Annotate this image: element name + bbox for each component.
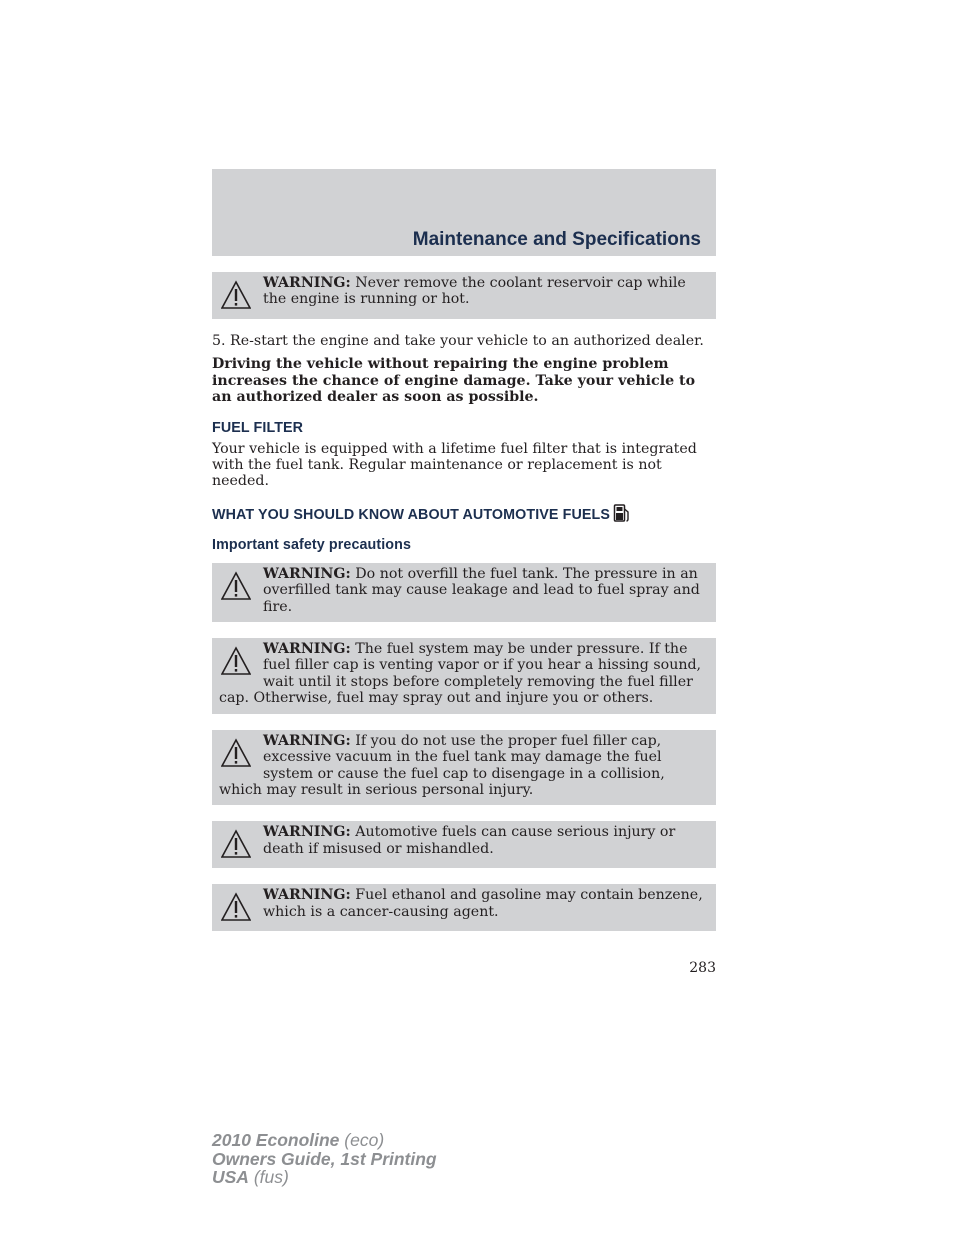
document-footer xyxy=(212,1131,437,1187)
warning-box-pressure xyxy=(212,638,716,714)
footer-line-3 xyxy=(212,1168,437,1187)
warning-label: WARNING: xyxy=(263,824,351,841)
warning-label: WARNING: xyxy=(263,641,351,658)
warning-text: If you do not use the proper fuel filler cap, excessive vacuum in the fuel tank may damage the fuel system or cause the fuel cap to disengage in a collision, which may result in serious personal injury. xyxy=(219,732,665,798)
warning-label: WARNING: xyxy=(263,275,351,291)
fuel-pump-icon xyxy=(613,503,631,523)
section-header-band xyxy=(212,169,716,256)
footer-line-1 xyxy=(212,1131,437,1150)
warning-box-overfill xyxy=(212,563,716,622)
engine-damage-notice: Driving the vehicle without repairing the engine problem increases the chance of engine damage. Take your vehicle to an authorized dealer as soon as possible. xyxy=(212,356,696,406)
step-5: 5. Re-start the engine and take your vehicle to an authorized dealer. xyxy=(212,333,704,349)
footer-model-code: (eco) xyxy=(344,1130,385,1150)
footer-model: 2010 Econoline xyxy=(212,1130,340,1150)
warning-box-filler-cap xyxy=(212,730,716,806)
footer-line-2 xyxy=(212,1150,437,1169)
warning-triangle-icon xyxy=(221,738,251,768)
footer-market-code: (fus) xyxy=(253,1167,289,1187)
warning-triangle-icon xyxy=(221,571,251,601)
warning-text: Never remove the coolant reservoir cap while the engine is running or hot. xyxy=(263,275,686,308)
warning-text: Automotive fuels can cause serious injury or death if misused or mishandled. xyxy=(263,824,676,857)
warning-triangle-icon xyxy=(221,646,251,676)
section-title: Maintenance and Specifications xyxy=(412,229,701,250)
page-number: 283 xyxy=(689,960,716,976)
warning-label: WARNING: xyxy=(263,887,351,904)
warning-triangle-icon xyxy=(221,892,251,922)
safety-precautions-subheading: Important safety precautions xyxy=(212,536,412,553)
warning-box-benzene xyxy=(212,884,716,931)
warning-box-coolant xyxy=(212,272,716,319)
automotive-fuels-heading-text: WHAT YOU SHOULD KNOW ABOUT AUTOMOTIVE FUELS xyxy=(212,506,610,523)
fuel-filter-heading: FUEL FILTER xyxy=(212,419,304,436)
warning-text: The fuel system may be under pressure. If the fuel filler cap is venting vapor or if you hear a hissing sound, wait until it stops before completely removing the fuel filler cap. Otherwise, fuel may spray out and injure you or others. xyxy=(219,641,702,707)
warning-triangle-icon xyxy=(221,829,251,859)
warning-box-fuel-injury xyxy=(212,821,716,868)
warning-label: WARNING: xyxy=(263,732,351,749)
fuel-filter-text: Your vehicle is equipped with a lifetime fuel filter that is integrated with the fuel tank. Regular maintenance or replacement is not needed. xyxy=(212,440,697,490)
footer-guide: Owners Guide, 1st Printing xyxy=(212,1148,437,1169)
footer-market: USA xyxy=(212,1167,249,1187)
warning-label: WARNING: xyxy=(263,565,351,582)
warning-triangle-icon xyxy=(221,280,251,310)
page-content xyxy=(212,272,716,931)
warning-text: Do not overfill the fuel tank. The pressure in an overfilled tank may cause leakage and lead to fuel spray and fire. xyxy=(263,565,700,615)
warning-text: Fuel ethanol and gasoline may contain benzene, which is a cancer-causing agent. xyxy=(263,887,703,920)
automotive-fuels-heading xyxy=(212,503,716,524)
